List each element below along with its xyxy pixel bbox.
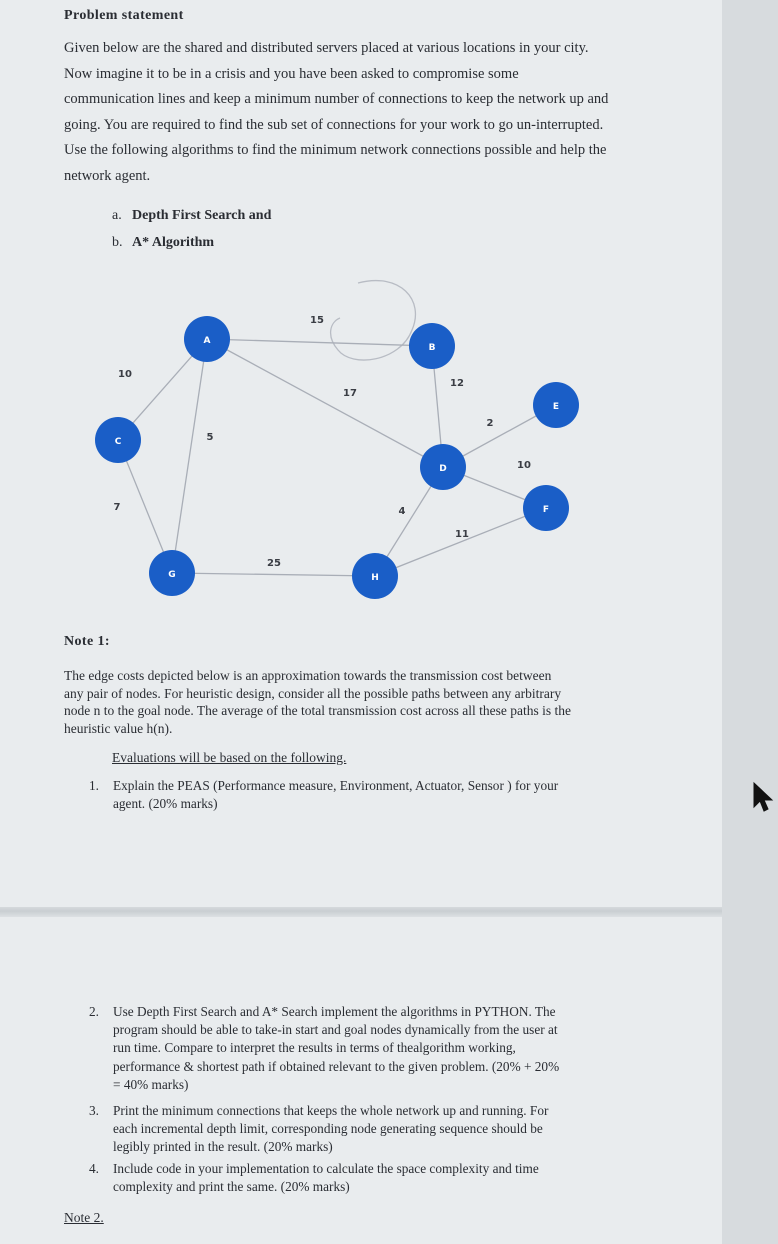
intro-line: network agent. bbox=[64, 167, 151, 184]
intro-line: communication lines and keep a minimum number of connections to keep the network up and bbox=[64, 91, 609, 108]
node-e bbox=[533, 382, 579, 428]
edge-cost-label: 5 bbox=[206, 432, 214, 443]
intro-line: going. You are required to find the sub set of connections for your work to go un-interrupted. bbox=[64, 116, 604, 133]
question-line: Include code in your implementation to calculate the space complexity and time bbox=[113, 1161, 539, 1176]
intro-line: Now imagine it to be in a crisis and you have been asked to compromise some bbox=[64, 65, 519, 82]
algorithm-item bbox=[112, 235, 214, 251]
question-line: Use Depth First Search and A* Search implement the algorithms in PYTHON. The bbox=[113, 1004, 556, 1019]
question-text bbox=[113, 1102, 631, 1157]
note1-line: heuristic value h(n). bbox=[64, 720, 173, 736]
note2-heading: Note 2. bbox=[64, 1210, 104, 1225]
algorithm-label: a. bbox=[112, 208, 122, 223]
question-line: Print the minimum connections that keeps the whole network up and running. For bbox=[113, 1103, 549, 1118]
question-text bbox=[113, 1160, 631, 1196]
algorithm-label: b. bbox=[112, 235, 123, 250]
question-line: performance & shortest path if obtained relevant to the given problem. (20% + 20% bbox=[113, 1058, 560, 1074]
node-label: F bbox=[542, 505, 550, 515]
node-a bbox=[184, 316, 230, 362]
edge-a-g bbox=[172, 339, 207, 573]
note1-line: node n to the goal node. The average of the total transmission cost across all these paths is the bbox=[64, 703, 571, 719]
intro-line: Given below are the shared and distributed servers placed at various locations in your city. bbox=[64, 40, 589, 56]
edge-cost-label: 2 bbox=[486, 418, 494, 429]
question-line: Explain the PEAS (Performance measure, Environment, Actuator, Sensor ) for your bbox=[113, 778, 559, 793]
edge-cost-label: 15 bbox=[310, 315, 324, 326]
node-label: G bbox=[168, 570, 176, 580]
node-label: E bbox=[552, 402, 560, 412]
question-line: run time. Compare to interpret the results in terms of thealgorithm working, bbox=[113, 1040, 516, 1056]
question-line: agent. (20% marks) bbox=[113, 796, 218, 812]
algorithm-item bbox=[112, 208, 271, 224]
mouse-pointer-icon bbox=[752, 781, 776, 815]
node-d bbox=[420, 444, 466, 490]
edge-a-b bbox=[207, 339, 432, 346]
edge-cost-label: 10 bbox=[118, 369, 132, 380]
problem-intro bbox=[64, 36, 654, 190]
edge-cost-label: 4 bbox=[398, 506, 406, 517]
edge-f-h bbox=[375, 508, 546, 576]
node-h bbox=[352, 553, 398, 599]
intro-line: Use the following algorithms to find the minimum network connections possible and help the bbox=[64, 142, 607, 159]
edge-cost-label: 25 bbox=[267, 558, 281, 569]
node-label: C bbox=[114, 437, 122, 447]
question-item bbox=[89, 1160, 634, 1200]
question-text bbox=[113, 777, 631, 813]
question-line: each incremental depth limit, corresponding node generating sequence should be bbox=[113, 1121, 543, 1137]
algorithm-text: A* Algorithm bbox=[132, 235, 215, 250]
note1-line: any pair of nodes. For heuristic design, consider all the possible paths between any arbitrary bbox=[64, 685, 562, 701]
question-line: program should be able to take-in start and goal nodes dynamically from the user at bbox=[113, 1022, 558, 1038]
algorithm-text: Depth First Search and bbox=[132, 208, 272, 223]
edge-a-d bbox=[207, 339, 443, 467]
question-number: 2. bbox=[89, 1004, 99, 1019]
question-item bbox=[89, 777, 634, 817]
node-label: A bbox=[203, 336, 211, 346]
node-b bbox=[409, 323, 455, 369]
window-margin bbox=[722, 0, 778, 1244]
node-label: B bbox=[428, 343, 436, 353]
edge-cost-label: 10 bbox=[517, 460, 531, 471]
question-number: 3. bbox=[89, 1103, 99, 1118]
page-break bbox=[0, 907, 722, 917]
node-g bbox=[149, 550, 195, 596]
question-line: legibly printed in the result. (20% marks) bbox=[113, 1139, 333, 1155]
question-item bbox=[89, 1003, 634, 1095]
edge-cost-label: 12 bbox=[450, 378, 464, 389]
node-label: D bbox=[439, 464, 447, 474]
note1-line: The edge costs depicted below is an approximation towards the transmission cost between bbox=[64, 668, 552, 683]
question-number: 4. bbox=[89, 1161, 99, 1176]
edge-g-h bbox=[172, 573, 375, 576]
sketch-curve bbox=[331, 281, 416, 360]
question-text bbox=[113, 1003, 631, 1094]
evaluations-heading: Evaluations will be based on the following. bbox=[112, 750, 347, 765]
question-line: = 40% marks) bbox=[113, 1076, 189, 1092]
node-f bbox=[523, 485, 569, 531]
node-c bbox=[95, 417, 141, 463]
node-label: H bbox=[371, 573, 379, 583]
network-graph bbox=[0, 270, 722, 610]
question-item bbox=[89, 1102, 634, 1158]
question-line: complexity and print the same. (20% marks) bbox=[113, 1179, 350, 1195]
question-number: 1. bbox=[89, 778, 99, 793]
note1-heading: Note 1: bbox=[64, 634, 110, 649]
edge-cost-label: 7 bbox=[113, 502, 121, 513]
edge-cost-label: 17 bbox=[343, 388, 357, 399]
note1-body bbox=[64, 667, 636, 737]
edge-cost-label: 11 bbox=[455, 529, 469, 540]
problem-heading: Problem statement bbox=[64, 8, 184, 23]
